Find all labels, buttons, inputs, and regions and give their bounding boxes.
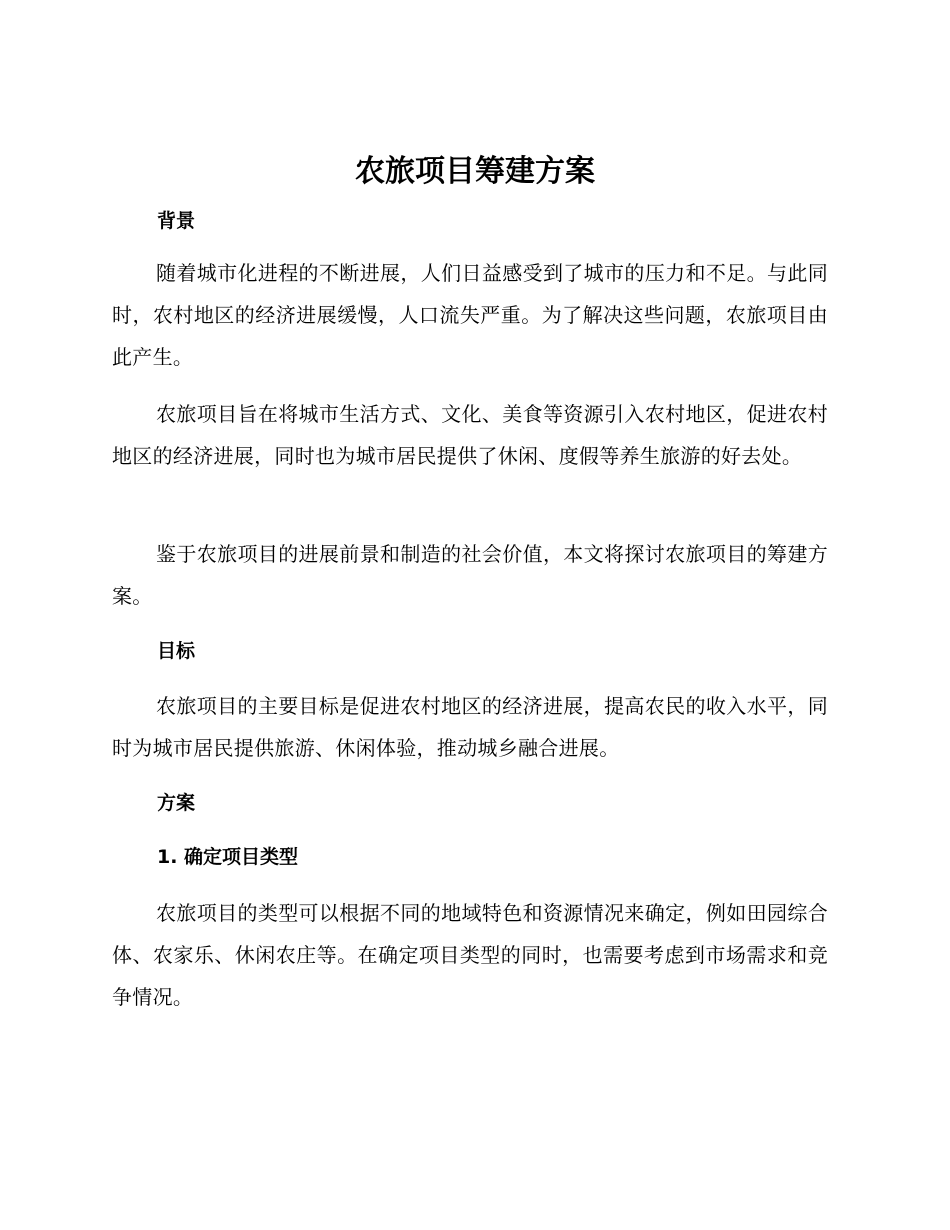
subsection-heading-project-type: 1. 确定项目类型 [157, 846, 299, 868]
section-heading-goal: 目标 [157, 640, 196, 662]
section-heading-background: 背景 [157, 210, 196, 232]
paragraph-background-2: 农旅项目旨在将城市生活方式、文化、美食等资源引入农村地区，促进农村地区的经济进展，同时也为城市居民提供了休闲、度假等养生旅游的好去处。 [112, 402, 828, 468]
section-heading-plan: 方案 [157, 792, 196, 814]
paragraph-goal-1: 农旅项目的主要目标是促进农村地区的经济进展，提高农民的收入水平，同时为城市居民提供旅游、休闲体验，推动城乡融合进展。 [112, 694, 828, 760]
document-title: 农旅项目筹建方案 [355, 154, 595, 189]
paragraph-project-type-1: 农旅项目的类型可以根据不同的地域特色和资源情况来确定，例如田园综合体、农家乐、休闲农庄等。在确定项目类型的同时，也需要考虑到市场需求和竞争情况。 [112, 901, 828, 1009]
paragraph-background-1: 随着城市化进程的不断进展，人们日益感受到了城市的压力和不足。与此同时，农村地区的经济进展缓慢，人口流失严重。为了解决这些问题，农旅项目由此产生。 [112, 261, 828, 369]
paragraph-background-3: 鉴于农旅项目的进展前景和制造的社会价值，本文将探讨农旅项目的筹建方案。 [112, 542, 828, 608]
